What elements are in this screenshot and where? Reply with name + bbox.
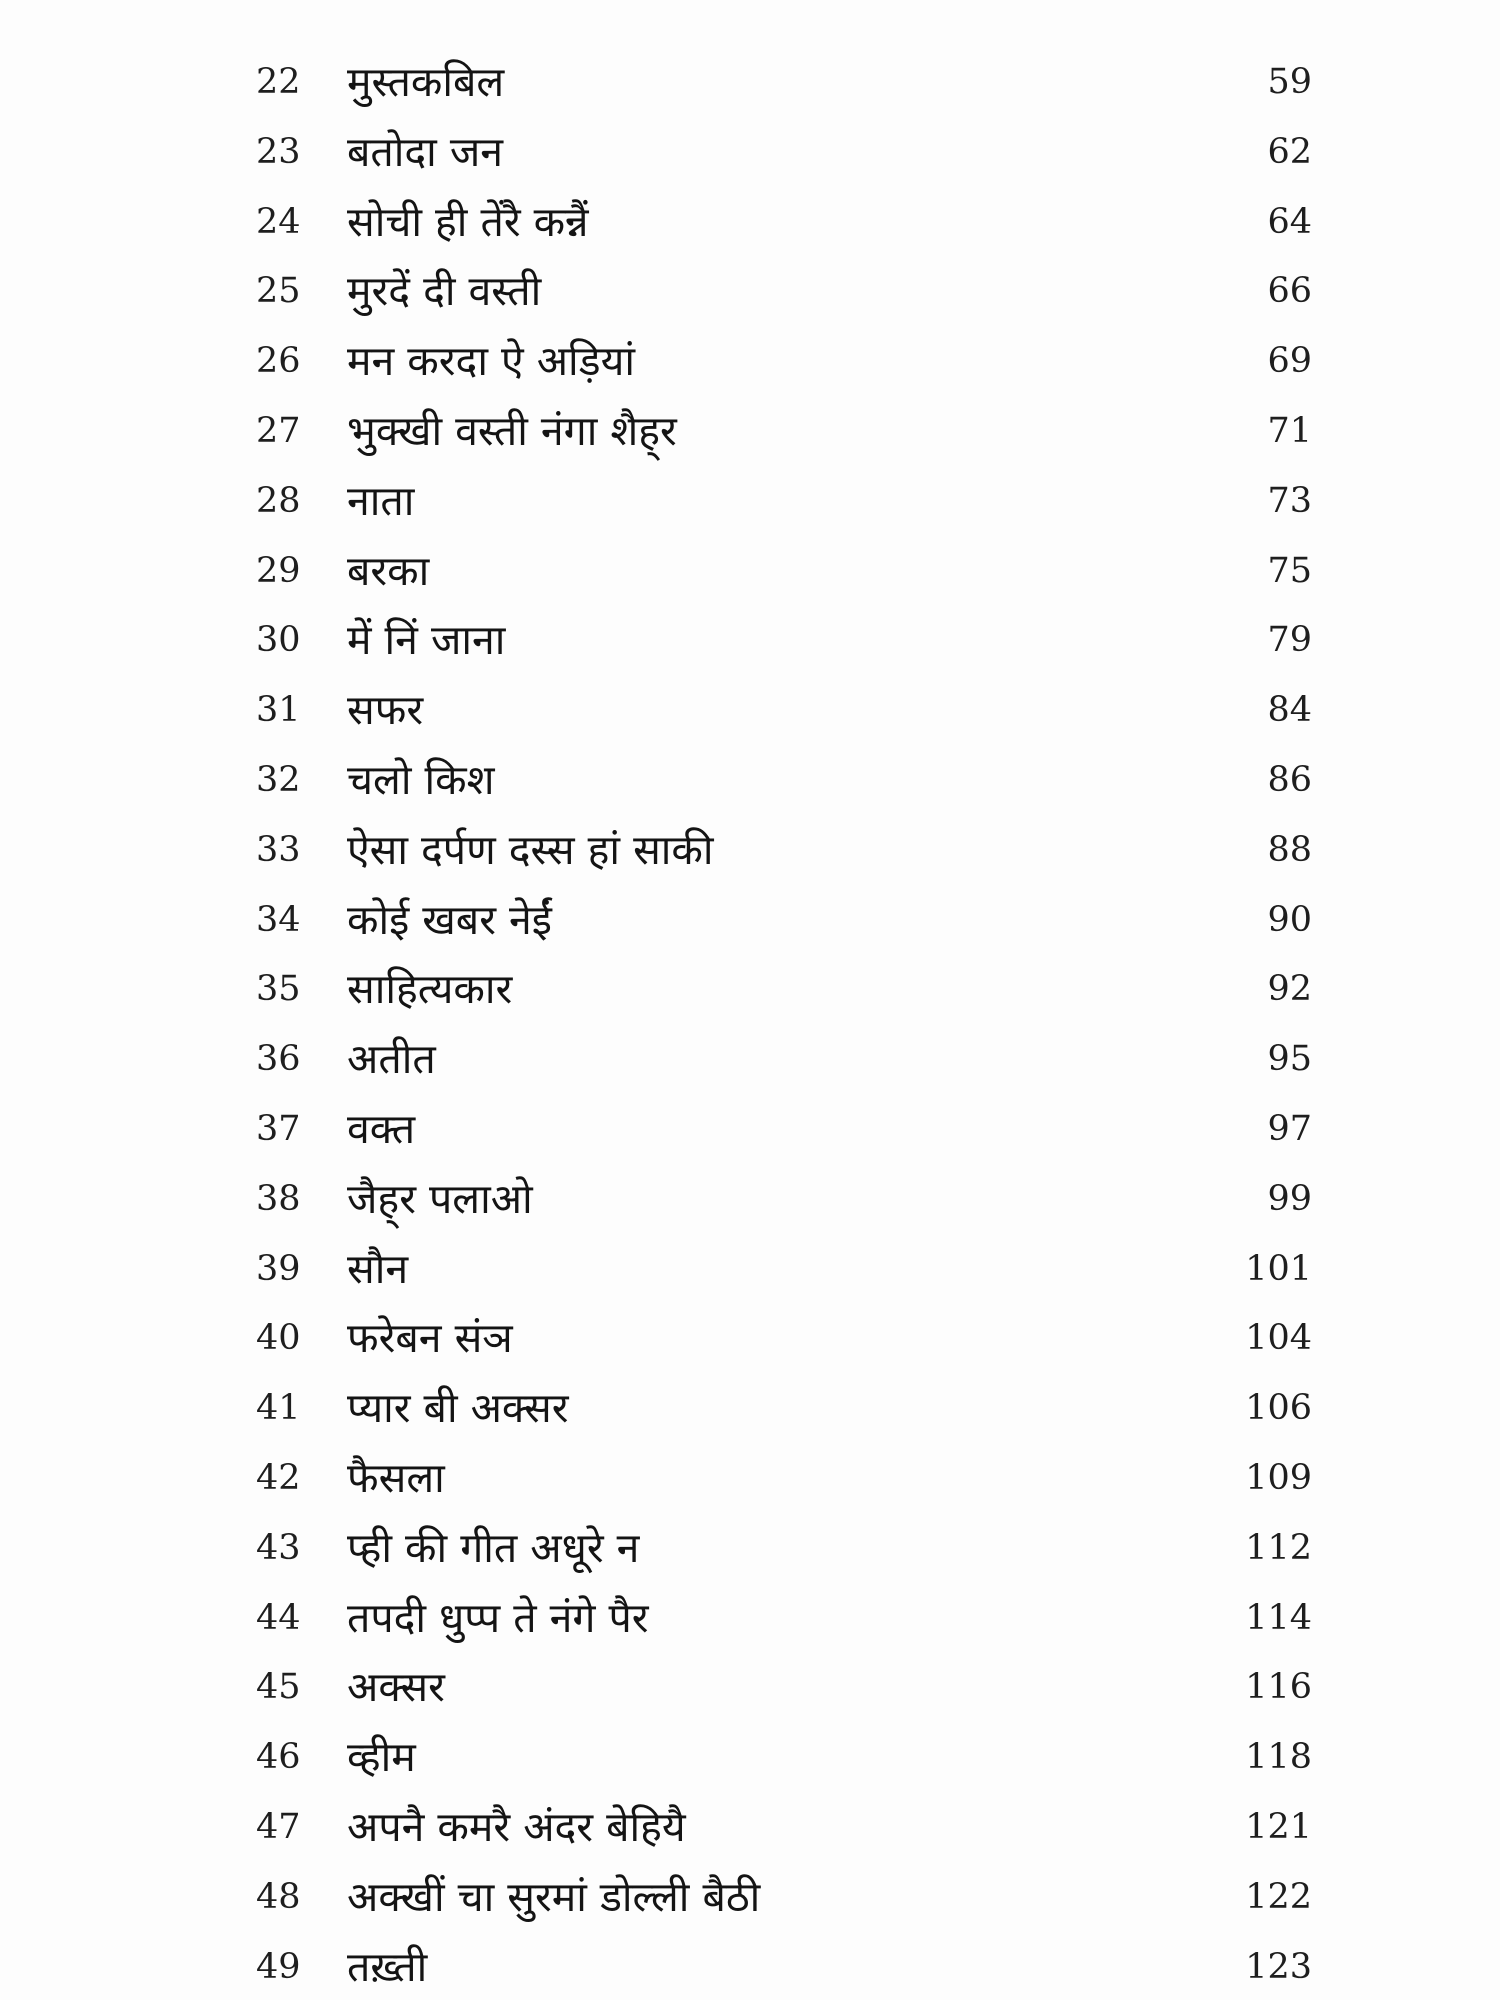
toc-entry xyxy=(0,326,1500,396)
toc-entry xyxy=(0,675,1500,745)
entry-number: 40 xyxy=(256,1318,301,1359)
toc-entry xyxy=(0,885,1500,955)
toc-entry xyxy=(0,1513,1500,1583)
entry-number: 28 xyxy=(256,480,301,521)
entry-number: 27 xyxy=(256,410,301,451)
entry-number: 47 xyxy=(256,1806,301,1847)
entry-title: सफर xyxy=(347,686,424,735)
toc-entry xyxy=(0,1303,1500,1373)
entry-title: चलो किश xyxy=(347,755,495,804)
entry-number: 45 xyxy=(256,1667,301,1708)
entry-page-number: 66 xyxy=(1267,271,1312,312)
toc-entry xyxy=(0,815,1500,885)
entry-page-number: 116 xyxy=(1245,1667,1312,1708)
toc-entry xyxy=(0,1373,1500,1443)
entry-title: जैह्‌र पलाओ xyxy=(347,1174,533,1223)
entry-number: 41 xyxy=(256,1388,301,1429)
toc-entry xyxy=(0,1722,1500,1792)
entry-title: सौन xyxy=(347,1244,409,1293)
entry-title: अपनै कमरै अंदर बेहियै xyxy=(347,1802,686,1851)
entry-page-number: 121 xyxy=(1245,1806,1312,1847)
entry-title: फैसला xyxy=(347,1453,445,1502)
entry-page-number: 95 xyxy=(1267,1039,1312,1080)
entry-number: 39 xyxy=(256,1248,301,1289)
entry-title: अक्खीं चा सुरमां डोल्ली बैठी xyxy=(347,1872,761,1921)
entry-title: तख़्ती xyxy=(347,1942,428,1991)
entry-number: 48 xyxy=(256,1876,301,1917)
toc-entry xyxy=(0,1234,1500,1304)
entry-number: 25 xyxy=(256,271,301,312)
toc-entry xyxy=(0,1583,1500,1653)
entry-number: 42 xyxy=(256,1457,301,1498)
entry-page-number: 86 xyxy=(1267,759,1312,800)
entry-title: नाता xyxy=(347,476,415,525)
entry-number: 38 xyxy=(256,1178,301,1219)
toc-entry xyxy=(0,745,1500,815)
entry-number: 37 xyxy=(256,1108,301,1149)
entry-number: 49 xyxy=(256,1946,301,1987)
toc-entry xyxy=(0,1094,1500,1164)
entry-title: सोची ही तेंरै कन्नैं xyxy=(347,197,589,246)
entry-page-number: 84 xyxy=(1267,690,1312,731)
entry-page-number: 97 xyxy=(1267,1108,1312,1149)
toc-entry xyxy=(0,466,1500,536)
entry-title: अक्सर xyxy=(347,1663,445,1712)
entry-number: 22 xyxy=(256,62,301,102)
toc-entry xyxy=(0,1164,1500,1234)
entry-page-number: 92 xyxy=(1267,969,1312,1010)
entry-number: 26 xyxy=(256,341,301,382)
entry-page-number: 101 xyxy=(1245,1248,1312,1289)
table-of-contents xyxy=(0,47,1500,2001)
entry-page-number: 62 xyxy=(1267,131,1312,172)
toc-entry xyxy=(0,1792,1500,1862)
entry-number: 43 xyxy=(256,1527,301,1568)
entry-title: व्हीम xyxy=(347,1733,416,1782)
entry-number: 35 xyxy=(256,969,301,1010)
entry-title: मुरदें दी वस्ती xyxy=(347,267,542,316)
entry-page-number: 79 xyxy=(1267,620,1312,661)
entry-title: वक्त xyxy=(347,1104,416,1153)
entry-title: मन करदा ऐ अड़ियां xyxy=(347,337,635,386)
toc-entry xyxy=(0,1443,1500,1513)
toc-entry xyxy=(0,1024,1500,1094)
entry-page-number: 71 xyxy=(1267,410,1312,451)
entry-number: 36 xyxy=(256,1039,301,1080)
entry-number: 31 xyxy=(256,690,301,731)
entry-title: भुक्खी वस्ती नंगा शैह्‌र xyxy=(347,406,677,455)
toc-entry xyxy=(0,1652,1500,1722)
entry-title: में निं जाना xyxy=(347,616,506,665)
entry-title: बरका xyxy=(347,546,430,595)
entry-title: प्यार बी अक्सर xyxy=(347,1384,569,1433)
entry-title: प्ही की गीत अधूरे न xyxy=(347,1523,640,1572)
entry-page-number: 88 xyxy=(1267,829,1312,870)
toc-entry xyxy=(0,1932,1500,2002)
entry-number: 30 xyxy=(256,620,301,661)
entry-page-number: 122 xyxy=(1245,1876,1312,1917)
toc-entry xyxy=(0,256,1500,326)
toc-entry xyxy=(0,47,1500,117)
entry-number: 29 xyxy=(256,550,301,591)
toc-entry xyxy=(0,1862,1500,1932)
entry-page-number: 90 xyxy=(1267,899,1312,940)
entry-page-number: 75 xyxy=(1267,550,1312,591)
entry-number: 46 xyxy=(256,1737,301,1778)
toc-entry xyxy=(0,605,1500,675)
entry-title: अतीत xyxy=(347,1035,436,1084)
toc-entry xyxy=(0,117,1500,187)
toc-entry xyxy=(0,954,1500,1024)
entry-page-number: 109 xyxy=(1245,1457,1312,1498)
entry-page-number: 104 xyxy=(1245,1318,1312,1359)
entry-page-number: 64 xyxy=(1267,201,1312,242)
entry-page-number: 69 xyxy=(1267,341,1312,382)
toc-entry xyxy=(0,396,1500,466)
entry-title: बतोदा जन xyxy=(347,127,503,176)
entry-page-number: 112 xyxy=(1245,1527,1312,1568)
entry-page-number: 99 xyxy=(1267,1178,1312,1219)
entry-title: कोई खबर नेईं xyxy=(347,895,552,944)
entry-number: 23 xyxy=(256,131,301,172)
entry-title: साहित्यकार xyxy=(347,965,513,1014)
entry-page-number: 118 xyxy=(1245,1737,1312,1778)
entry-page-number: 59 xyxy=(1267,62,1312,102)
toc-entry xyxy=(0,536,1500,606)
entry-page-number: 73 xyxy=(1267,480,1312,521)
entry-title: तपदी धुप्प ते नंगे पैर xyxy=(347,1593,649,1642)
toc-entry xyxy=(0,187,1500,257)
entry-title: फरेबन संञ xyxy=(347,1314,513,1363)
entry-title: मुस्तकबिल xyxy=(347,58,505,106)
entry-page-number: 114 xyxy=(1245,1597,1312,1638)
entry-page-number: 106 xyxy=(1245,1388,1312,1429)
entry-number: 32 xyxy=(256,759,301,800)
entry-number: 33 xyxy=(256,829,301,870)
entry-number: 34 xyxy=(256,899,301,940)
entry-number: 24 xyxy=(256,201,301,242)
entry-number: 44 xyxy=(256,1597,301,1638)
entry-page-number: 123 xyxy=(1245,1946,1312,1987)
entry-title: ऐसा दर्पण दस्स हां साकी xyxy=(347,825,714,874)
